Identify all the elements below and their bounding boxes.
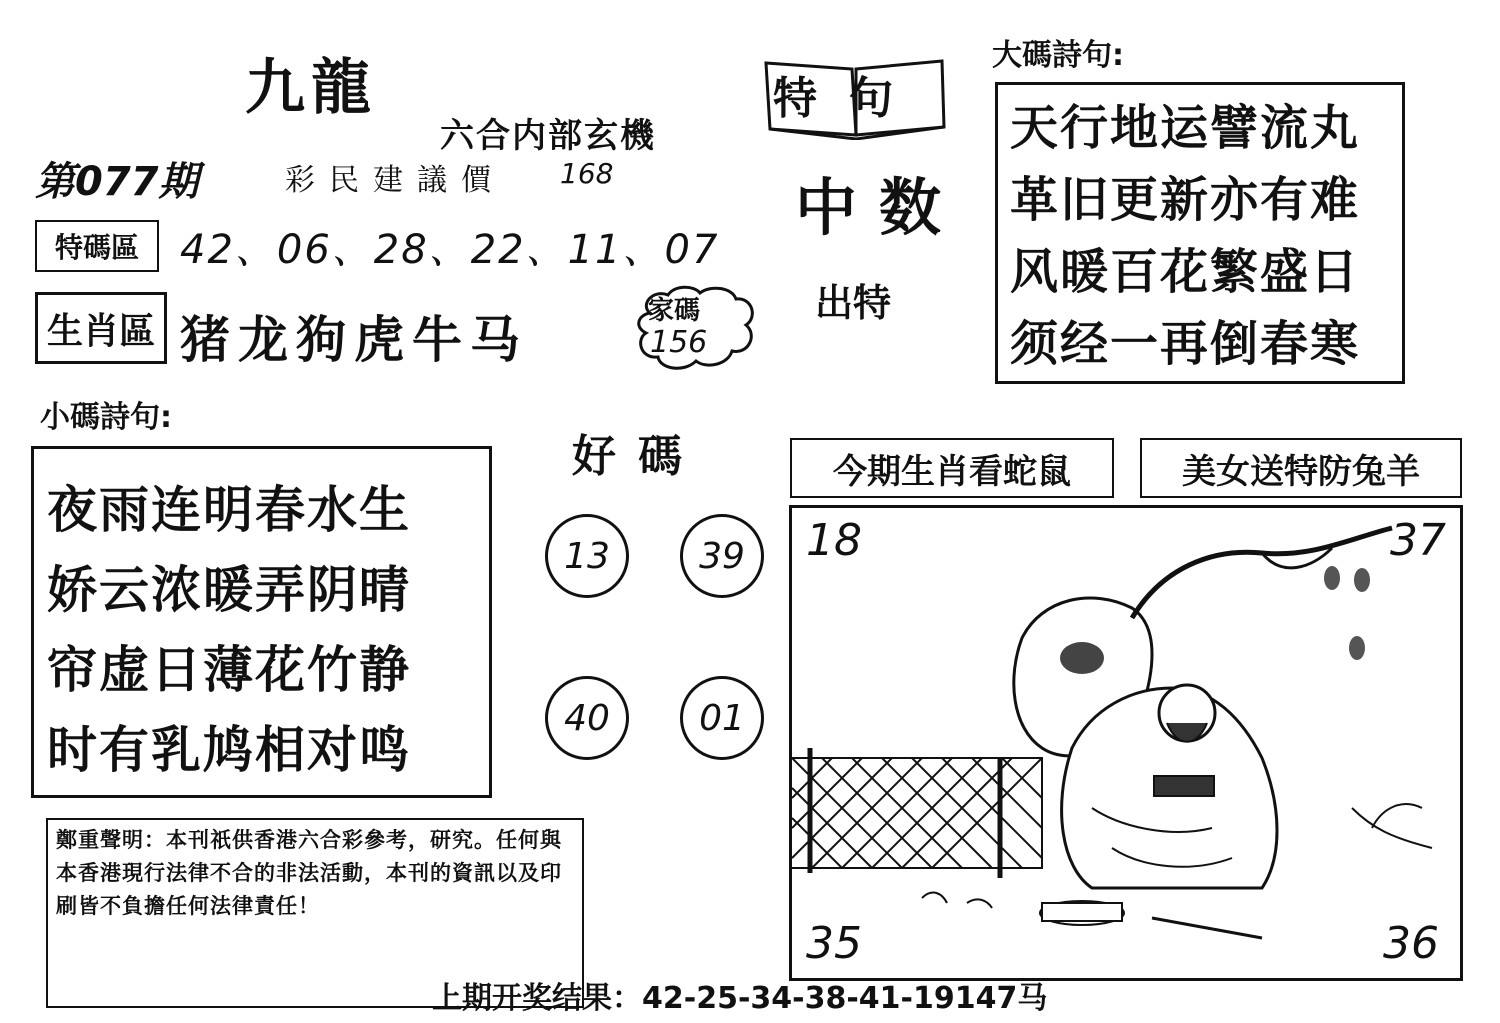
- cloud-code-label: 家碼: [648, 296, 701, 326]
- price-label: 彩民建議價: [285, 163, 505, 198]
- big-poem-title: 大碼詩句:: [992, 38, 1124, 73]
- old-man-illustration-icon: [792, 508, 1454, 972]
- illustration-number-top-left: 18: [806, 515, 862, 566]
- small-poem-line: 娇云浓暖弄阴晴: [47, 560, 411, 619]
- zodiac-hint-left: 今期生肖看蛇鼠: [790, 438, 1114, 498]
- good-code-circle: 13: [545, 514, 629, 598]
- zodiac-hint-right: 美女送特防兔羊: [1140, 438, 1462, 498]
- disclaimer-text: 鄭重聲明：本刊祇供香港六合彩參考，研究。任何與本香港現行法律不合的非法活動，本刊的資訊以及印刷皆不負擔任何法律責任！: [56, 828, 562, 918]
- big-poem-line: 须经一再倒春寒: [1010, 316, 1361, 372]
- zodiac-label: 生肖區: [35, 292, 167, 364]
- big-poem-line: 革旧更新亦有难: [1010, 172, 1361, 228]
- small-poem-title: 小碼詩句:: [40, 400, 172, 435]
- illustration-number-top-right: 37: [1390, 515, 1446, 566]
- big-poem: [1010, 92, 1360, 380]
- big-poem-line: 天行地运譬流丸: [1010, 100, 1361, 156]
- good-code-circle: 40: [545, 676, 629, 760]
- big-poem-line: 风暖百花繁盛日: [1010, 244, 1361, 300]
- zodiac-values: 猪龙狗虎牛马: [180, 310, 528, 369]
- price-value: 168: [560, 157, 614, 190]
- special-code-values: 42、06、28、22、11、07: [180, 227, 720, 273]
- last-draw-result: 上期开奖结果：42-25-34-38-41-19147马: [432, 981, 1048, 1016]
- special-code-label: 特碼區: [35, 220, 159, 272]
- hit-number-heading: 中数: [795, 171, 964, 244]
- illustration-number-bottom-left: 35: [806, 918, 862, 969]
- cloud-code-value: 156: [650, 325, 708, 360]
- scroll-sign-text: 特句: [773, 73, 925, 124]
- masthead-subtitle: 六合内部玄機: [440, 116, 656, 156]
- issue-number: 第077期: [35, 159, 199, 205]
- good-codes-title: 好碼: [572, 431, 704, 482]
- hit-number-sub: 出特: [815, 281, 892, 325]
- small-poem-line: 夜雨连明春水生: [47, 480, 411, 539]
- small-poem-line: 帘虚日薄花竹静: [47, 640, 411, 699]
- small-poem-line: 时有乳鸠相对鸣: [47, 720, 411, 779]
- masthead-title: 九龍: [245, 53, 377, 123]
- illustration-number-bottom-right: 36: [1383, 918, 1439, 969]
- small-poem: [47, 470, 411, 790]
- good-code-circle: 01: [680, 676, 764, 760]
- good-code-circle: 39: [680, 514, 764, 598]
